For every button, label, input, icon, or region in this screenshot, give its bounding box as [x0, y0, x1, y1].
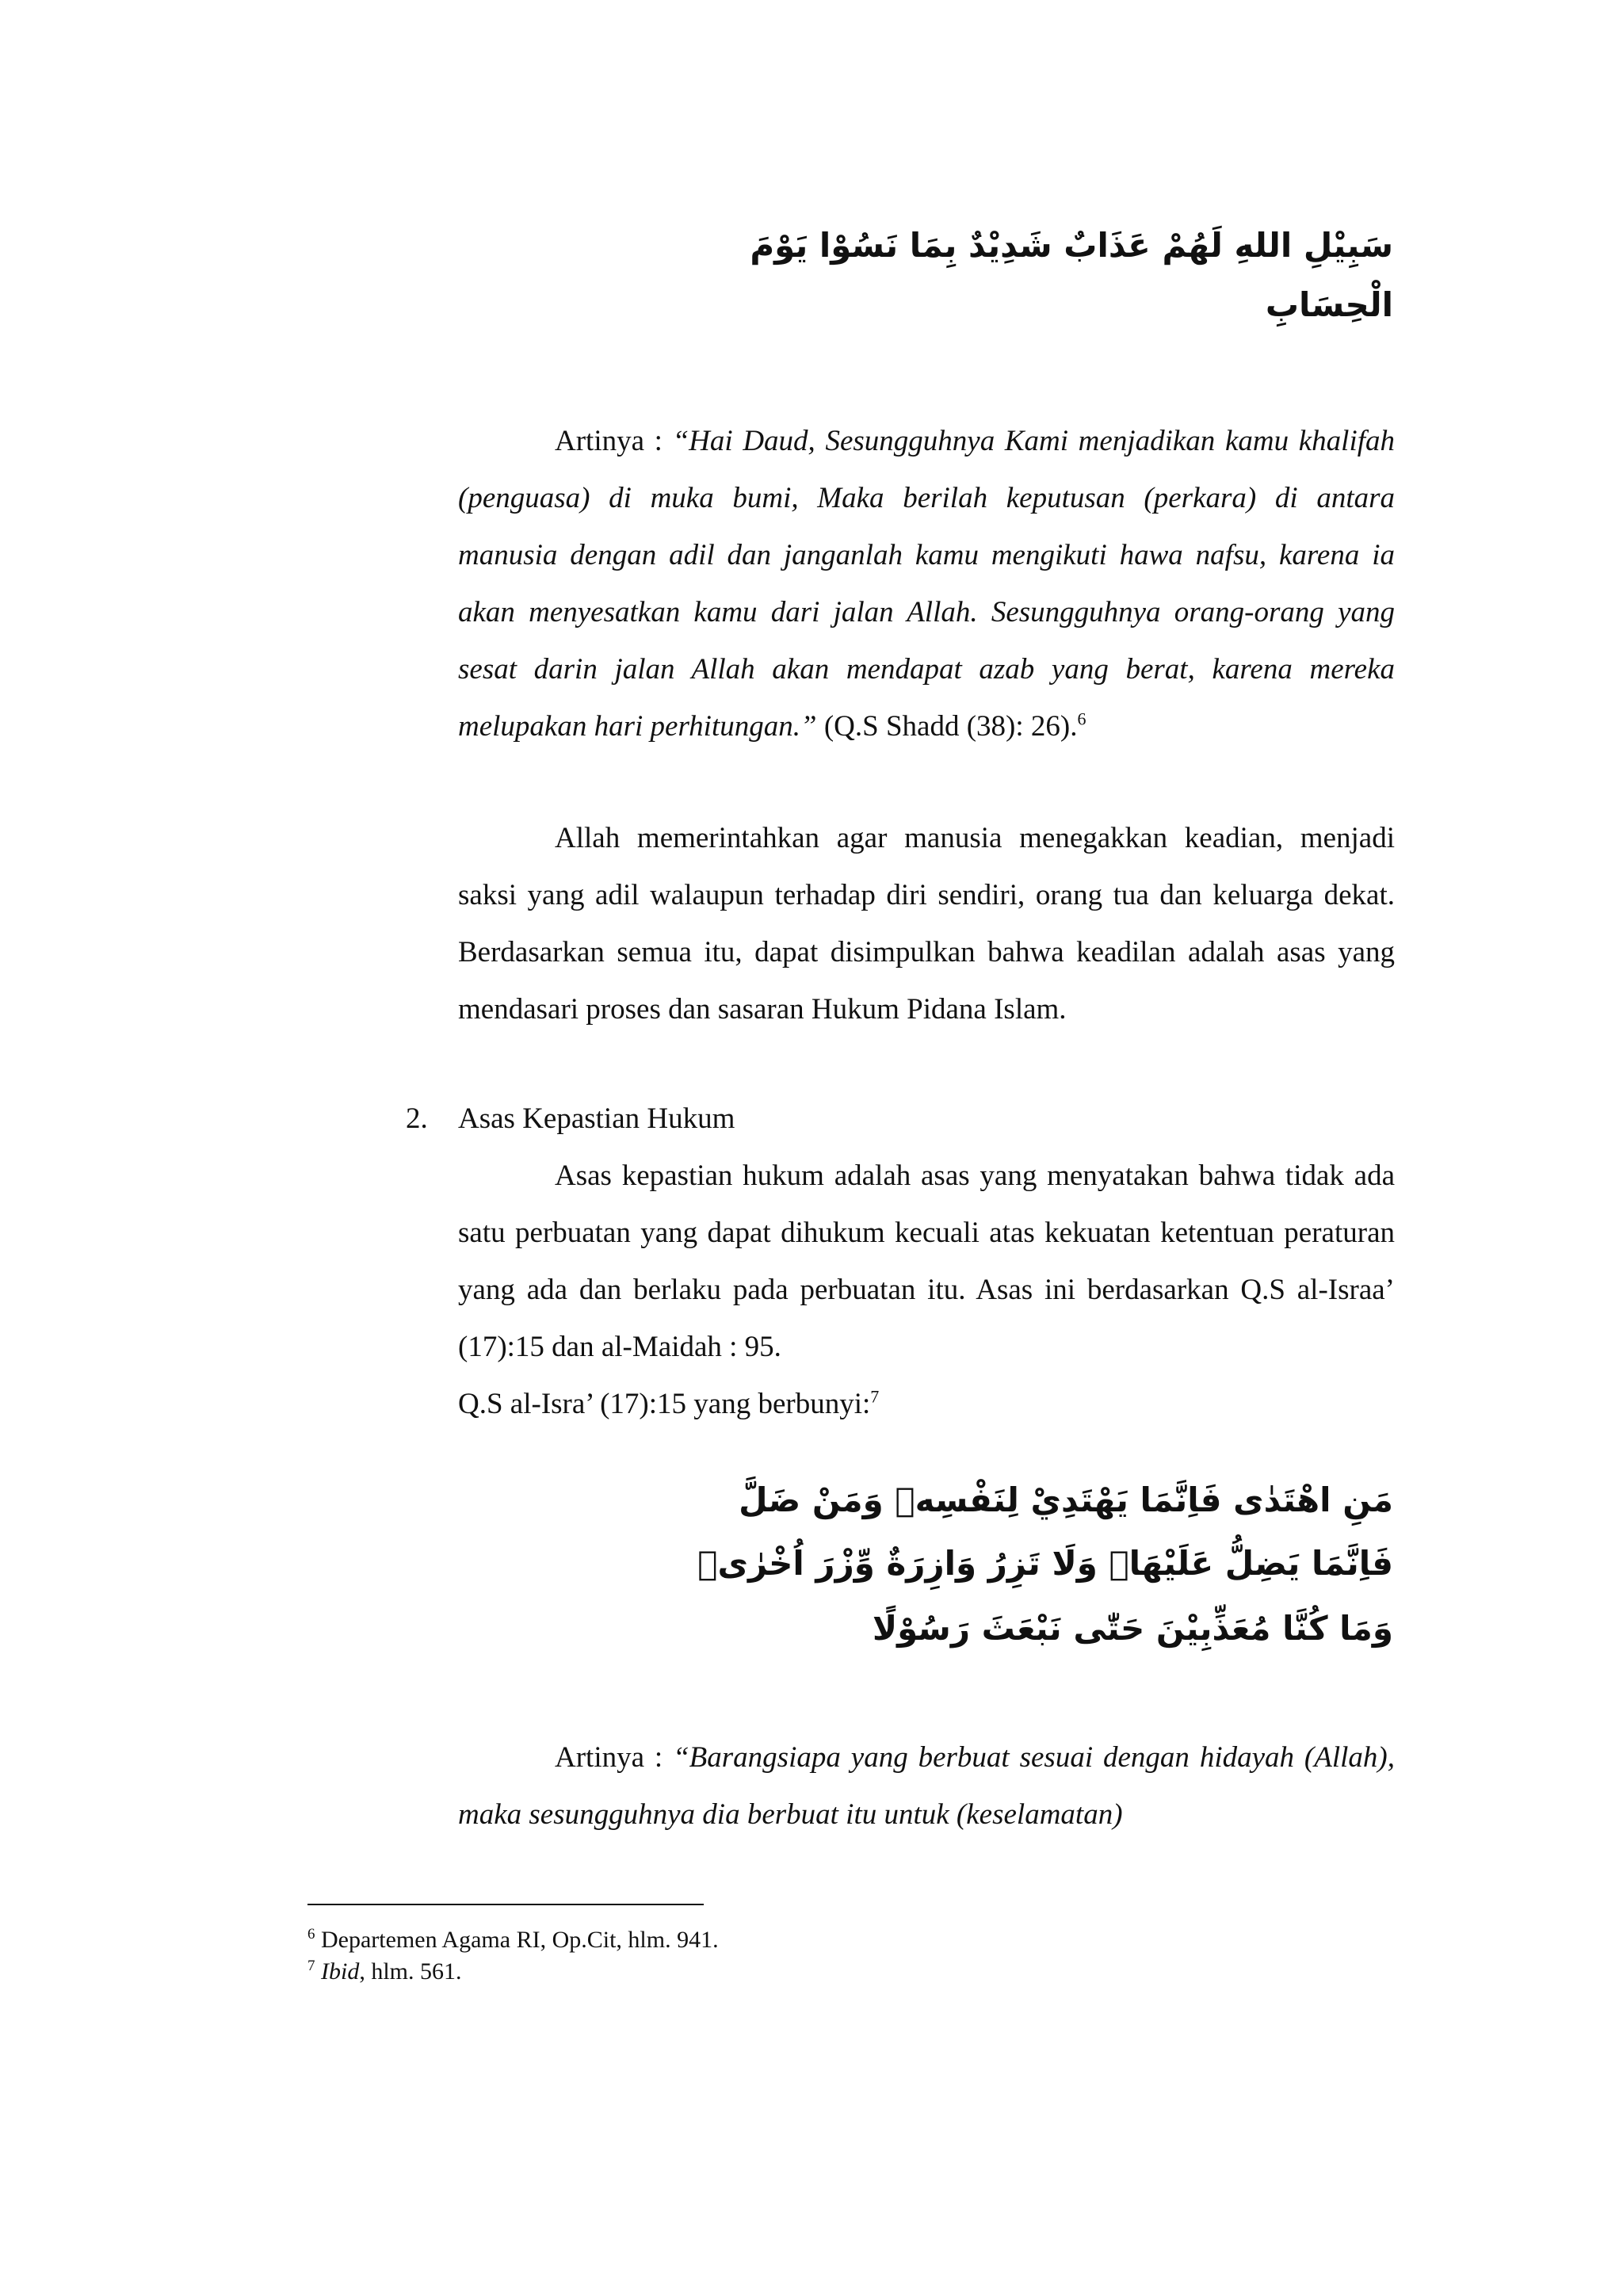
paragraph-asas-kepastian-hukum: Asas kepastian hukum adalah asas yang menyatakan bahwa tidak ada satu perbuatan yang dapat dihukum kecuali atas kekuatan ketentuan peraturan yang ada dan berlaku pada perbuatan itu. Asas ini berdasarkan Q.S al-Israa’ (17):15 dan al-Maidah : 95.: [458, 1159, 1395, 1363]
paragraph-allah: Allah memerintahkan agar manusia menegakkan keadian, menjadi saksi yang adil walaupun terhadap diri sendiri, orang tua dan keluarga dekat. Berdasarkan semua itu, dapat disimpulkan bahwa keadilan adalah asas yang mendasari proses dan sasaran Hukum Pidana Islam.: [458, 822, 1395, 1026]
translation-1-paragraph: [458, 413, 1395, 755]
list-item-title: Asas Kepastian Hukum: [458, 1102, 735, 1135]
translation-2-label: Artinya :: [555, 1741, 674, 1774]
footnote-separator: [307, 1904, 704, 1905]
footnote-6-text: Departemen Agama RI, Op.Cit, hlm. 941.: [315, 1927, 719, 1953]
translation-1-citation: (Q.S Shadd (38): 26).: [816, 710, 1078, 743]
footnote-7-ibid: Ibid: [321, 1958, 360, 1985]
qs-intro-text: Q.S al-Isra’ (17):15 yang berbunyi:: [458, 1388, 871, 1420]
arabic-verse-1-line-2: الْحِسَابِ: [1265, 285, 1393, 324]
footnote-6-number: 6: [307, 1926, 315, 1943]
translation-2-quote: “Barangsiapa yang berbuat sesuai dengan hidayah (Allah), maka sesungguhnya dia berbuat itu untuk (keselamatan): [458, 1741, 1395, 1831]
arabic-verse-2-line-1: مَنِ اهْتَدٰى فَاِنَّمَا يَهْتَدِيْ لِنَفْسِهٖ وَمَنْ ضَلَّ: [739, 1480, 1393, 1519]
footnote-7: [307, 1956, 462, 1988]
arabic-verse-1-line-1: سَبِيْلِ اللهِ لَهُمْ عَذَابٌ شَدِيْدٌ بِمَا نَسُوْا يَوْمَ: [750, 226, 1393, 265]
translation-1-quote: “Hai Daud, Sesungguhnya Kami menjadikan kamu khalifah (penguasa) di muka bumi, Maka berilah keputusan (perkara) di antara manusia dengan adil dan janganlah kamu mengikuti hawa nafsu, karena ia akan menyesatkan kamu dari jalan Allah. Sesungguhnya orang-orang yang sesat darin jalan Allah akan mendapat azab yang berat, karena mereka melupakan hari perhitungan.”: [458, 425, 1395, 743]
arabic-verse-2-line-3: وَمَا كُنَّا مُعَذِّبِيْنَ حَتّٰى نَبْعَثَ رَسُوْلًا: [872, 1609, 1393, 1648]
footnote-ref-6[interactable]: 6: [1077, 709, 1086, 729]
arabic-verse-2-line-2: فَاِنَّمَا يَضِلُّ عَلَيْهَاۗ وَلَا تَزِرُ وَازِرَةٌ وِّزْرَ اُخْرٰىۗ: [697, 1544, 1393, 1583]
translation-2-paragraph: [458, 1729, 1395, 1843]
list-item-number: 2.: [406, 1102, 428, 1135]
footnote-7-number: 7: [307, 1958, 315, 1974]
footnote-7-text: , hlm. 561.: [359, 1958, 462, 1985]
footnote-ref-7[interactable]: 7: [870, 1386, 880, 1407]
list-item-asas-kepastian-hukum: [406, 1091, 735, 1148]
qs-al-isra-intro: [458, 1376, 879, 1433]
translation-1-label: Artinya :: [555, 425, 673, 457]
footnote-6: [307, 1924, 719, 1956]
